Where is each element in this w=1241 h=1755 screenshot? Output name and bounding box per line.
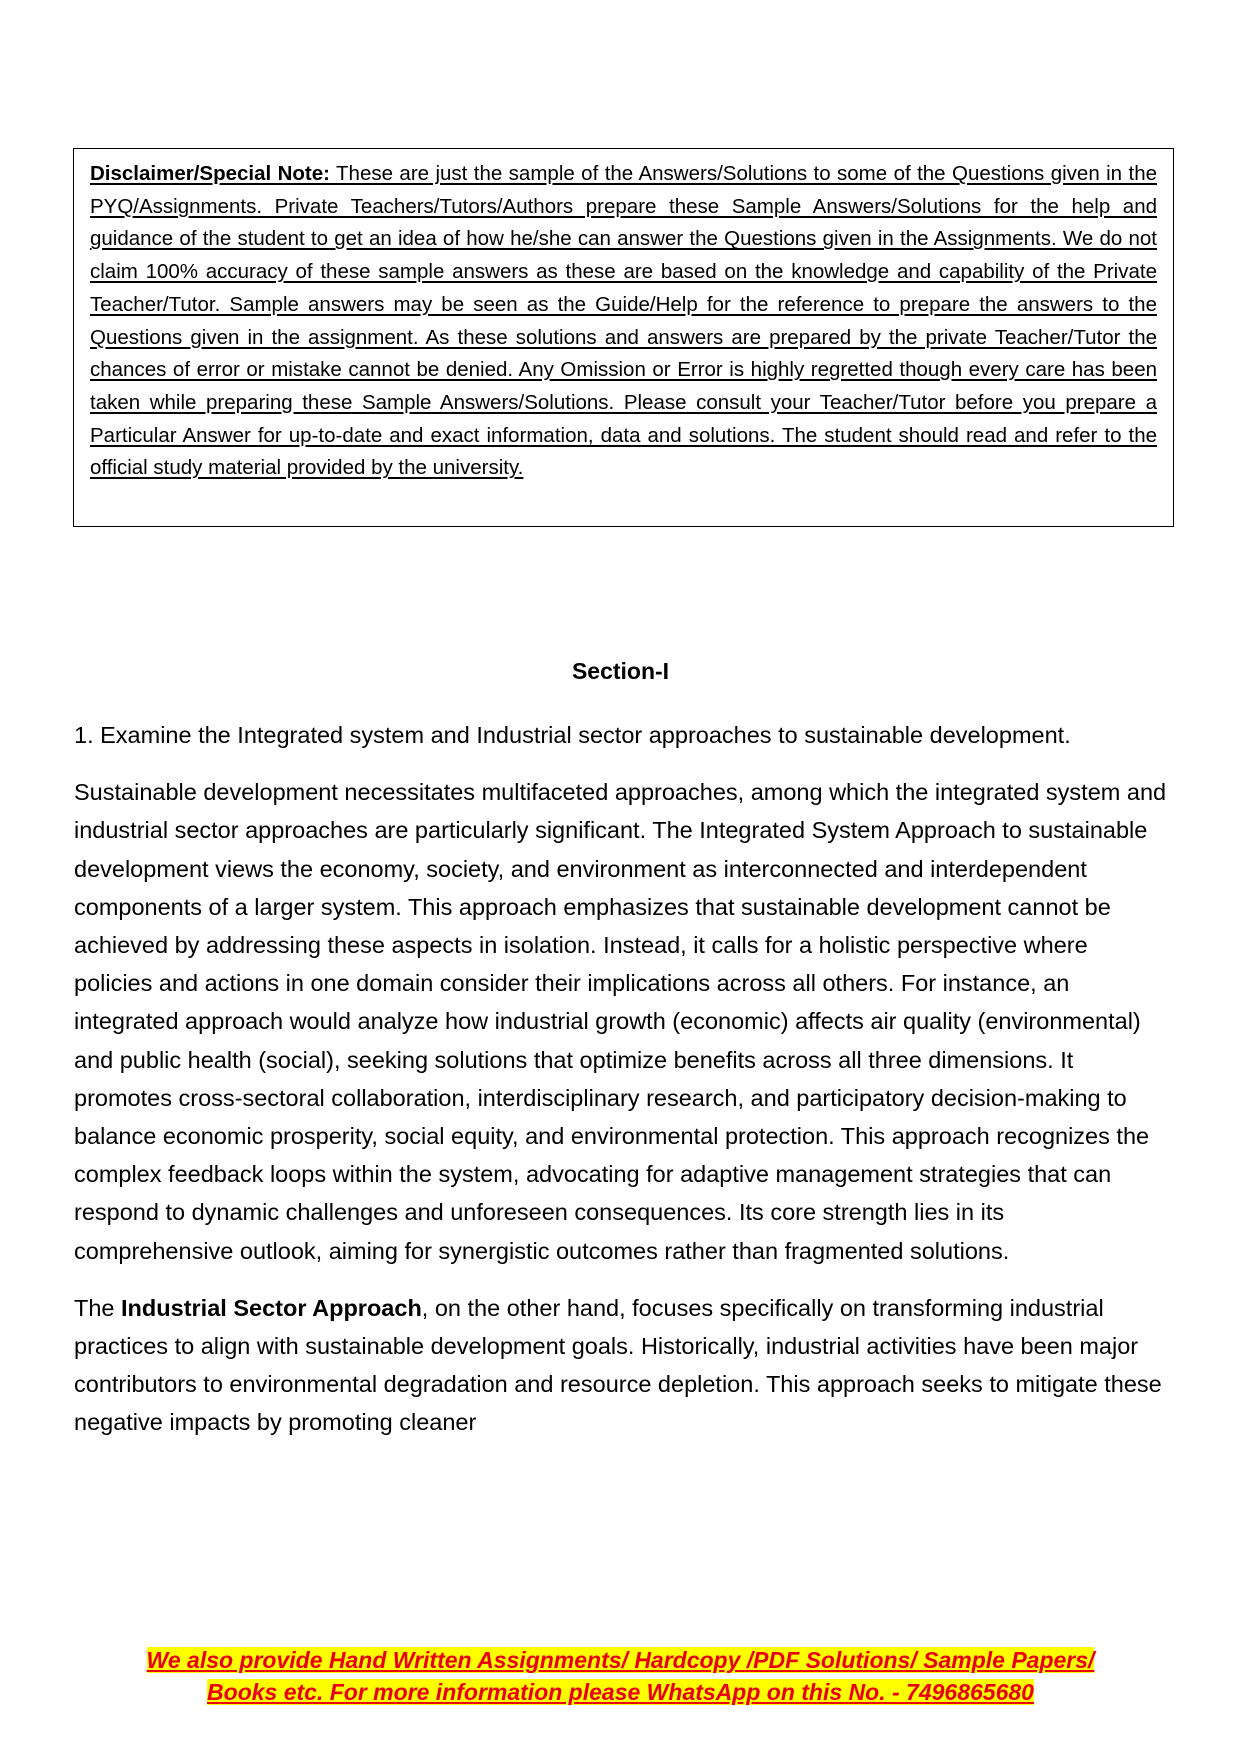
footer-promo-line-1: We also provide Hand Written Assignments/ Hardcopy /PDF Solutions/ Sample Papers/ bbox=[146, 1647, 1095, 1673]
disclaimer-text bbox=[90, 158, 1157, 485]
answer-paragraph-2-prefix: The bbox=[74, 1294, 122, 1321]
disclaimer-box bbox=[73, 148, 1174, 527]
question-text: 1. Examine the Integrated system and Industrial sector approaches to sustainable development. bbox=[74, 722, 1071, 748]
answer-paragraph-1: Sustainable development necessitates multifaceted approaches, among which the integrated system and industrial sector approaches are particularly significant. The Integrated System Approach to sustainable development views the economy, society, and environment as interconnected and interdependent components of a larger system. This approach emphasizes that sustainable development cannot be achieved by addressing these aspects in isolation. Instead, it calls for a holistic perspective where policies and actions in one domain consider their implications across all others. For instance, an integrated approach would analyze how industrial growth (economic) affects air quality (environmental) and public health (social), seeking solutions that optimize benefits across all three dimensions. It promotes cross-sectoral collaboration, interdisciplinary research, and participatory decision-making to balance economic prosperity, social equity, and environmental protection. This approach recognizes the complex feedback loops within the system, advocating for adaptive management strategies that can respond to dynamic challenges and unforeseen consequences. Its core strength lies in its comprehensive outlook, aiming for synergistic outcomes rather than fragmented solutions. bbox=[74, 779, 1167, 1264]
footer-promo bbox=[0, 1644, 1241, 1708]
answer-paragraph-2-rest: , on the other hand, focuses specifically on transforming industrial practices to align with sustainable development goals. Historically, industrial activities have been major contributors to environmental degradation and resource depletion. This approach seeks to mitigate these negative impacts by promoting cleaner bbox=[74, 1294, 1162, 1436]
disclaimer-label: Disclaimer/Special Note: bbox=[90, 162, 330, 185]
footer-promo-line-2: Books etc. For more information please WhatsApp on this No. - 7496865680 bbox=[207, 1679, 1034, 1705]
section-heading: Section-I bbox=[571, 658, 670, 684]
document-content bbox=[74, 716, 1169, 1461]
answer-paragraph-2-bold: Industrial Sector Approach bbox=[121, 1294, 422, 1321]
disclaimer-body: These are just the sample of the Answers/Solutions to some of the Questions given in the PYQ/Assignments. Private Teachers/Tutors/Authors prepare these Sample Answers/Solutions for the help and guidance of the student to get an idea of how he/she can answer the Questions given in the Assignments. We do not claim 100% accuracy of these sample answers as these are based on the knowledge and capability of the Private Teacher/Tutor. Sample answers may be seen as the Guide/Help for the reference to prepare the answers to the Questions given in the assignment. As these solutions and answers are prepared by the private Teacher/Tutor the chances of error or mistake cannot be denied. Any Omission or Error is highly regretted though every care has been taken while preparing these Sample Answers/Solutions. Please consult your Teacher/Tutor before you prepare a Particular Answer for up-to-date and exact information, data and solutions. The student should read and refer to the official study material provided by the university. bbox=[90, 162, 1157, 480]
answer-paragraph-2 bbox=[74, 1289, 1169, 1442]
